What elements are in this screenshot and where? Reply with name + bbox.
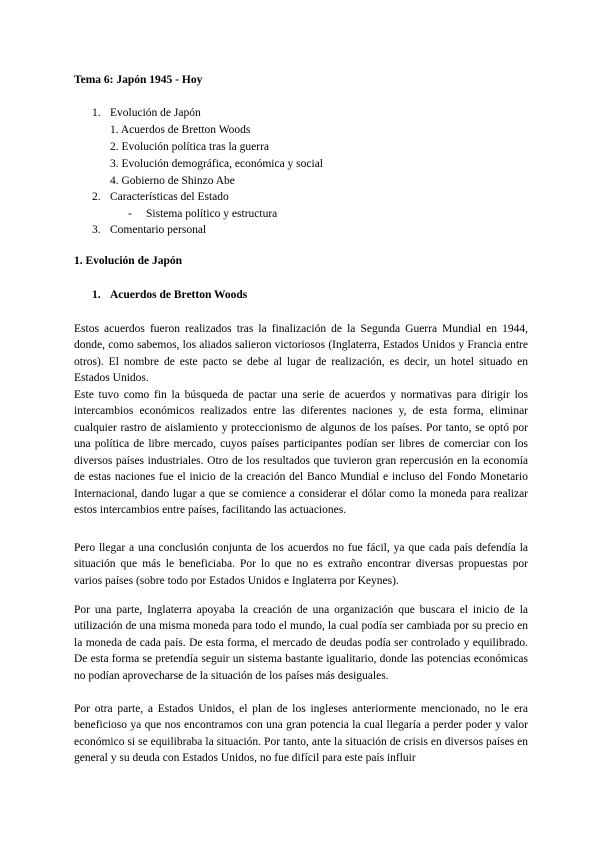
toc-subitem: Sistema político y estructura (146, 208, 278, 220)
toc-marker: 2. (92, 191, 101, 203)
body-paragraph: Por otra parte, a Estados Unidos, el plan de los ingleses anteriormente mencionado, no le era beneficioso ya que nos encontramos con una gran potencia la cual llegaría a perder poder y valor económico si se equilibraba la situación. Por tanto, ante la situación de crisis en diversos países en general y su deuda con Estados Unidos, no fue difícil para este país influir (74, 703, 528, 765)
toc-marker: 3. (92, 224, 101, 236)
toc-subitem: 2. Evolución política tras la guerra (110, 141, 270, 153)
subsection-number: 1. (92, 289, 101, 301)
toc-marker: 1. (92, 107, 101, 119)
toc-item: Características del Estado (110, 191, 229, 203)
toc-bullet: - (128, 208, 132, 220)
toc-subitem: 4. Gobierno de Shinzo Abe (110, 175, 235, 187)
toc-item: Comentario personal (110, 224, 207, 236)
subsection-label: Acuerdos de Bretton Woods (110, 289, 248, 301)
document-title: Tema 6: Japón 1945 - Hoy (74, 74, 203, 86)
body-paragraph: Por una parte, Inglaterra apoyaba la creación de una organización que buscara el inicio de la utilización de una misma moneda para todo el mundo, la cual podía ser cambiada por su precio en la moneda de cada país. De esta forma, el mercado de deudas podía ser controlado y equilibrado. De esta forma se pretendía seguir un sistema bastante igualitario, donde las potencias económicas no podían aprovecharse de la situación de los países más desiguales. (74, 604, 528, 682)
body-paragraph: Estos acuerdos fueron realizados tras la finalización de la Segunda Guerra Mundial en 1944, donde, como sabemos, los aliados salieron victoriosos (Inglaterra, Estados Unidos y Francia entre otros). El nombre de este pacto se debe al lugar de realización, es decir, un hotel situado en Estados Unidos. (74, 323, 528, 385)
body-paragraph: Este tuvo como fin la búsqueda de pactar una serie de acuerdos y normativas para dirigir los intercambios económicos realizados entre las diferentes naciones y, de esta forma, eliminar cualquier rastro de aislamiento y proteccionismo de algunos de los países. Por tanto, se optó por una política de libre mercado, cuyos países participantes podían ser libres de comerciar con los diversos países industriales. Otro de los resultados que tuvieron gran repercusión en la economía de estas naciones fue el inicio de la creación del Banco Mundial e incluso del Fondo Monetario Internacional, dando lugar a que se comience a considerar el dólar como la moneda para realizar estos intercambios entre países, facilitando las actuaciones. (74, 389, 528, 517)
body-paragraph: Pero llegar a una conclusión conjunta de los acuerdos no fue fácil, ya que cada país defendía la situación que más le beneficiaba. Por lo que no es extraño encontrar diversas propuestas por varios países (sobre todo por Estados Unidos e Inglaterra por Keynes). (74, 542, 528, 587)
toc-subitem: 3. Evolución demográfica, económica y social (110, 158, 323, 170)
section-heading: 1. Evolución de Japón (74, 255, 182, 267)
toc-item: Evolución de Japón (110, 107, 201, 119)
toc-subitem: 1. Acuerdos de Bretton Woods (110, 124, 251, 136)
